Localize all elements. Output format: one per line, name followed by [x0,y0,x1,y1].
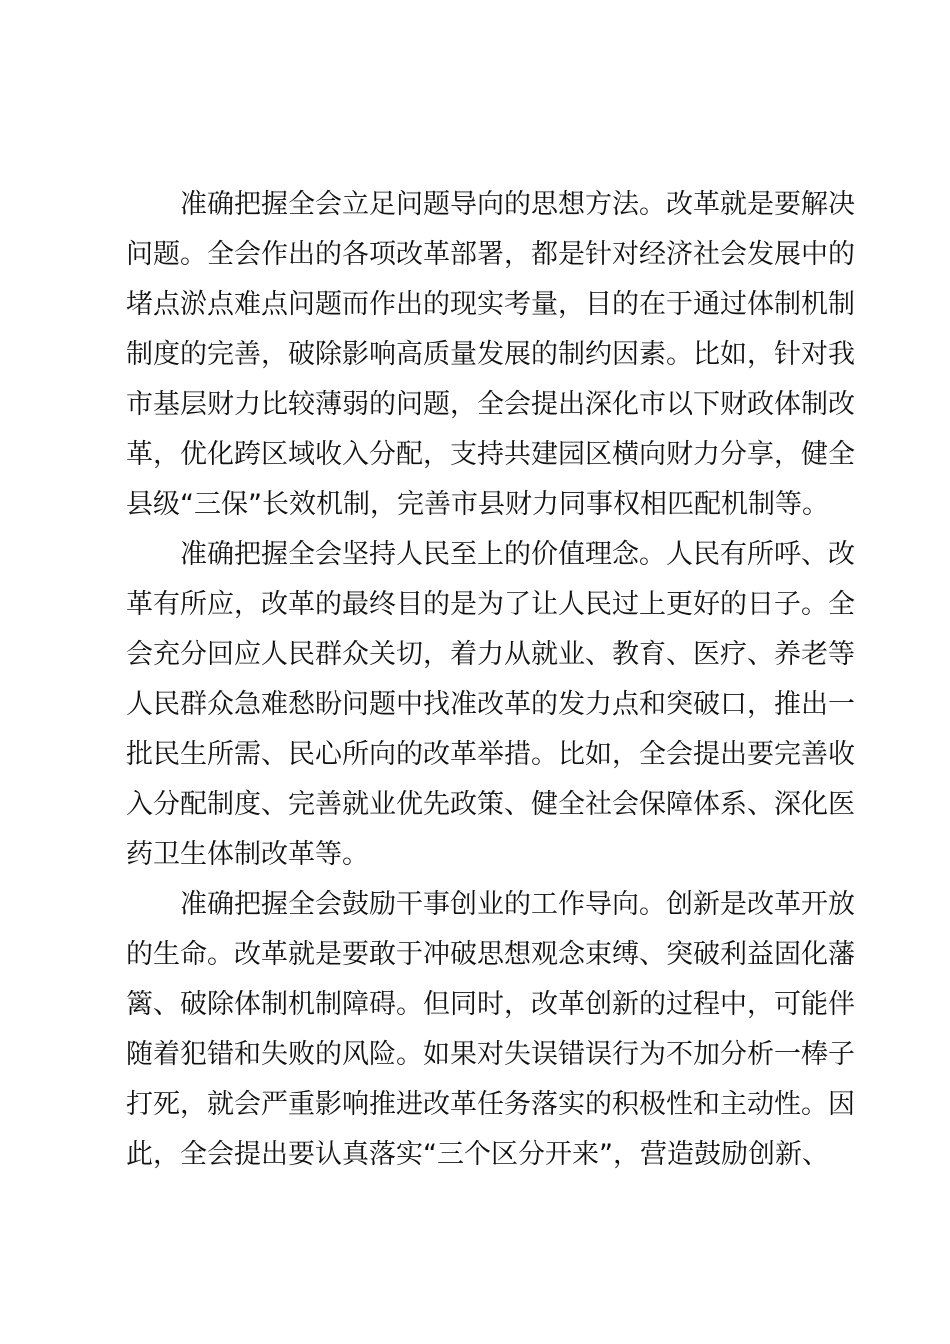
paragraph-line: 此，全会提出要认真落实“三个区分开来”，营造鼓励创新、 [126,1139,829,1170]
paragraph-line: 堵点淤点难点问题而作出的现实考量，目的在于通过体制机制 [126,289,855,320]
paragraph-3 [126,880,855,1180]
paragraph-line: 革，优化跨区域收入分配，支持共建园区横向财力分享，健全 [126,439,855,470]
paragraph-line: 人民群众急难愁盼问题中找准改革的发力点和突破口，推出一 [126,689,855,720]
paragraph-line: 县级“三保”长效机制，完善市县财力同事权相匹配机制等。 [126,489,829,520]
paragraph-line: 篱、破除体制机制障碍。但同时，改革创新的过程中，可能伴 [126,989,855,1020]
paragraph-line: 市基层财力比较薄弱的问题，全会提出深化市以下财政体制改 [126,389,855,420]
paragraph-line: 随着犯错和失败的风险。如果对失误错误行为不加分析一棒子 [126,1039,855,1070]
paragraph-1 [126,180,855,530]
paragraph-line: 入分配制度、完善就业优先政策、健全社会保障体系、深化医 [126,789,855,820]
paragraph-line: 会充分回应人民群众关切，着力从就业、教育、医疗、养老等 [126,639,855,670]
paragraph-line: 革有所应，改革的最终目的是为了让人民过上更好的日子。全 [126,589,855,620]
paragraph-line: 问题。全会作出的各项改革部署，都是针对经济社会发展中的 [126,239,855,270]
paragraph-line: 准确把握全会鼓励干事创业的工作导向。创新是改革开放 [180,889,855,920]
paragraph-line: 打死，就会严重影响推进改革任务落实的积极性和主动性。因 [126,1089,855,1120]
paragraph-line: 制度的完善，破除影响高质量发展的制约因素。比如，针对我 [126,339,855,370]
paragraph-line: 的生命。改革就是要敢于冲破思想观念束缚、突破利益固化藩 [126,939,855,970]
paragraph-line: 批民生所需、民心所向的改革举措。比如，全会提出要完善收 [126,739,855,770]
paragraph-2 [126,530,855,880]
paragraph-line: 准确把握全会坚持人民至上的价值理念。人民有所呼、改 [180,539,855,570]
document-body [126,180,855,1180]
paragraph-line: 药卫生体制改革等。 [126,839,369,870]
paragraph-line: 准确把握全会立足问题导向的思想方法。改革就是要解决 [180,189,855,220]
